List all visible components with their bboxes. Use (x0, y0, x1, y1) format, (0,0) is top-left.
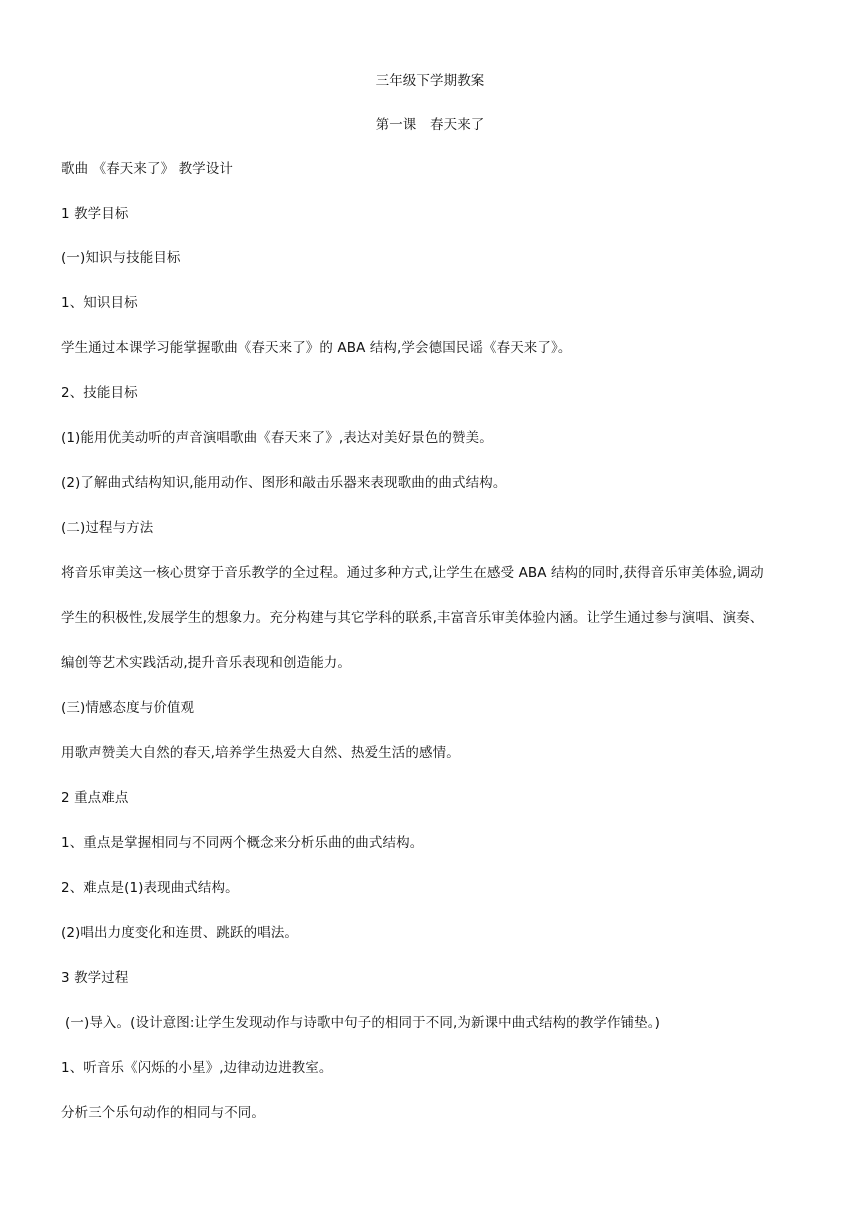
paragraph-process-line-2: 学生的积极性,发展学生的想象力。充分构建与其它学科的联系,丰富音乐审美体验内涵。让学生通过参与演唱、演奏、 (61, 610, 764, 626)
item-difficulty: 2、难点是(1)表现曲式结构。 (61, 880, 239, 896)
item-knowledge-goal: 1、知识目标 (61, 295, 138, 311)
lesson-title: 第一课 春天来了 (375, 117, 485, 133)
subsection-knowledge-skills: (一)知识与技能目标 (61, 250, 181, 266)
item-keypoint: 1、重点是掌握相同与不同两个概念来分析乐曲的曲式结构。 (61, 835, 424, 851)
subsection-process-method: (二)过程与方法 (61, 520, 154, 536)
item-difficulty-2: (2)唱出力度变化和连贯、跳跃的唱法。 (61, 925, 299, 941)
section-heading-objectives: 1 教学目标 (61, 206, 129, 222)
paragraph-process-line-1: 将音乐审美这一核心贯穿于音乐教学的全过程。通过多种方式,让学生在感受 ABA 结构的同时,获得音乐审美体验,调动 (61, 565, 764, 581)
subsection-emotion-values: (三)情感态度与价值观 (61, 700, 195, 716)
document-header: 三年级下学期教案 (375, 73, 485, 89)
item-skill-goal: 2、技能目标 (61, 385, 138, 401)
design-heading: 歌曲 《春天来了》 教学设计 (61, 161, 233, 177)
paragraph-process-line-3: 编创等艺术实践活动,提升音乐表现和创造能力。 (61, 655, 351, 671)
paragraph-introduction: (一)导入。(设计意图:让学生发现动作与诗歌中句子的相同于不同,为新课中曲式结构的教学作铺垫。) (65, 1015, 660, 1031)
paragraph-skill-2: (2)了解曲式结构知识,能用动作、图形和敲击乐器来表现歌曲的曲式结构。 (61, 475, 507, 491)
paragraph-analyze: 分析三个乐句动作的相同与不同。 (61, 1105, 265, 1121)
paragraph-skill-1: (1)能用优美动听的声音演唱歌曲《春天来了》,表达对美好景色的赞美。 (61, 430, 493, 446)
item-listen-music: 1、听音乐《闪烁的小星》,边律动边进教室。 (61, 1060, 333, 1076)
section-heading-keypoints: 2 重点难点 (61, 790, 129, 806)
paragraph-knowledge: 学生通过本课学习能掌握歌曲《春天来了》的 ABA 结构,学会德国民谣《春天来了》。 (61, 340, 572, 356)
paragraph-emotion: 用歌声赞美大自然的春天,培养学生热爱大自然、热爱生活的感情。 (61, 745, 460, 761)
section-heading-process: 3 教学过程 (61, 970, 129, 986)
